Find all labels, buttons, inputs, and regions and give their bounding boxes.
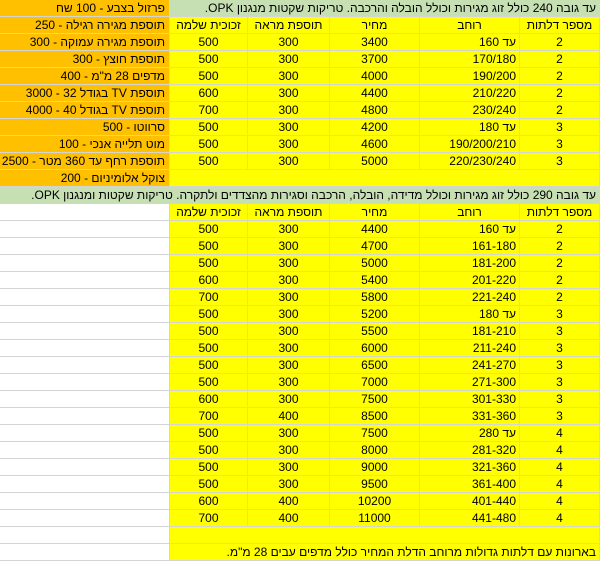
section2-table-row xyxy=(0,442,600,459)
section2-blank-cell[interactable] xyxy=(0,340,170,357)
section1-cell[interactable]: 600 xyxy=(170,85,248,102)
section2-footer[interactable]: בארונות עם דלתות גדולות מרוחב הדלת המחיר כולל מדפים עבים 28 מ"מ. xyxy=(170,544,600,561)
section1-cell[interactable]: 220/230/240 xyxy=(420,153,520,170)
section1-cell[interactable]: 4200 xyxy=(330,119,420,136)
section2-cell[interactable]: 300 xyxy=(248,425,330,442)
section2-cell[interactable]: 300 xyxy=(248,323,330,340)
section1-cell[interactable]: 300 xyxy=(248,119,330,136)
section2-blank-cell[interactable] xyxy=(0,544,170,561)
section2-blank-cell[interactable] xyxy=(0,374,170,391)
section1-header-1[interactable]: רוחב xyxy=(420,17,520,34)
section2-spacer-row xyxy=(0,527,600,544)
section1-header-2[interactable]: מחיר xyxy=(330,17,420,34)
side-note-3[interactable]: תוספת חוצץ - 300 xyxy=(0,51,170,68)
section2-cell[interactable]: 3 xyxy=(520,340,600,357)
section1-title-row xyxy=(0,0,600,17)
section2-cell[interactable]: 9500 xyxy=(330,476,420,493)
section1-cell[interactable]: 3700 xyxy=(330,51,420,68)
section2-cell[interactable]: 5500 xyxy=(330,323,420,340)
section2-cell[interactable]: 300 xyxy=(248,476,330,493)
section1-cell[interactable]: 500 xyxy=(170,51,248,68)
section1-extra-row xyxy=(0,170,600,187)
section2-cell[interactable]: 500 xyxy=(170,459,248,476)
section2-blank-cell[interactable] xyxy=(0,306,170,323)
section2-table-row xyxy=(0,306,600,323)
section2-blank-cell[interactable] xyxy=(0,476,170,493)
section1-table-row xyxy=(0,136,600,153)
section2-cell[interactable]: 4 xyxy=(520,476,600,493)
section2-table-row xyxy=(0,510,600,527)
section2-cell[interactable]: 500 xyxy=(170,221,248,238)
section2-cell[interactable]: 300 xyxy=(248,272,330,289)
section2-header-3[interactable]: תוספת מראה xyxy=(248,204,330,221)
section2-cell[interactable]: 8000 xyxy=(330,442,420,459)
section2-cell[interactable]: 700 xyxy=(170,510,248,527)
section2-cell[interactable]: 361-400 xyxy=(420,476,520,493)
section2-cell[interactable]: 2 xyxy=(520,289,600,306)
section1-title[interactable]: עד גובה 240 כולל זוג מגירות וכולל הובלה והרכבה. טריקות שקטות מנגנון OPK. xyxy=(170,0,600,17)
section2-blank-cell[interactable] xyxy=(0,221,170,238)
section2-cell[interactable]: 300 xyxy=(248,357,330,374)
section2-blank-cell[interactable] xyxy=(0,255,170,272)
section2-cell[interactable]: עד 180 xyxy=(420,306,520,323)
section1-empty-cell[interactable] xyxy=(170,170,600,187)
side-note-4[interactable]: מדפים 28 מ"מ - 400 xyxy=(0,68,170,85)
section2-table-row xyxy=(0,391,600,408)
section1-cell[interactable]: 4600 xyxy=(330,136,420,153)
section1-cell[interactable]: 500 xyxy=(170,153,248,170)
section2-cell[interactable]: 4400 xyxy=(330,221,420,238)
section1-cell[interactable]: 300 xyxy=(248,34,330,51)
section2-cell[interactable]: 500 xyxy=(170,357,248,374)
section2-cell[interactable]: 401-440 xyxy=(420,493,520,510)
side-note-7[interactable]: סרווטו - 500 xyxy=(0,119,170,136)
section2-cell[interactable]: 4 xyxy=(520,510,600,527)
section1-cell[interactable]: עד 180 xyxy=(420,119,520,136)
section2-cell[interactable]: 4 xyxy=(520,442,600,459)
section1-table-row xyxy=(0,153,600,170)
section2-cell[interactable]: 500 xyxy=(170,425,248,442)
section1-cell[interactable]: 5000 xyxy=(330,153,420,170)
section2-cell[interactable]: 9000 xyxy=(330,459,420,476)
section2-header-1[interactable]: רוחב xyxy=(420,204,520,221)
section1-table-row xyxy=(0,68,600,85)
section2-cell[interactable]: 3 xyxy=(520,374,600,391)
section2-cell[interactable]: 600 xyxy=(170,493,248,510)
section2-cell[interactable]: 3 xyxy=(520,391,600,408)
section2-cell[interactable]: 7500 xyxy=(330,425,420,442)
section2-cell[interactable]: 6000 xyxy=(330,340,420,357)
section2-cell[interactable]: 2 xyxy=(520,255,600,272)
section2-cell[interactable]: 441-480 xyxy=(420,510,520,527)
section2-blank-cell[interactable] xyxy=(0,238,170,255)
section2-table-row xyxy=(0,374,600,391)
section2-cell[interactable]: 600 xyxy=(170,272,248,289)
section1-cell[interactable]: 4400 xyxy=(330,85,420,102)
section2-table-row xyxy=(0,408,600,425)
section1-cell[interactable]: 2 xyxy=(520,85,600,102)
section2-cell[interactable]: 11000 xyxy=(330,510,420,527)
section2-cell[interactable]: 321-360 xyxy=(420,459,520,476)
section2-cell[interactable]: עד 280 xyxy=(420,425,520,442)
section1-cell[interactable]: 190/200 xyxy=(420,68,520,85)
section1-cell[interactable]: 3 xyxy=(520,153,600,170)
section2-blank-cell[interactable] xyxy=(0,408,170,425)
section2-blank-cell[interactable] xyxy=(0,442,170,459)
section1-cell[interactable]: 300 xyxy=(248,68,330,85)
section2-cell[interactable]: 4700 xyxy=(330,238,420,255)
section2-table-row xyxy=(0,476,600,493)
section1-cell[interactable]: 2 xyxy=(520,68,600,85)
section2-cell[interactable]: 221-240 xyxy=(420,289,520,306)
section1-table-row xyxy=(0,119,600,136)
section2-cell[interactable]: 300 xyxy=(248,442,330,459)
section2-cell[interactable]: 3 xyxy=(520,323,600,340)
section2-cell[interactable]: 281-320 xyxy=(420,442,520,459)
section2-cell[interactable]: 5200 xyxy=(330,306,420,323)
section2-title-row xyxy=(0,187,600,204)
section2-cell[interactable]: 2 xyxy=(520,272,600,289)
section2-cell[interactable]: 500 xyxy=(170,323,248,340)
section2-header-4[interactable]: זכוכית שלמה xyxy=(170,204,248,221)
section2-cell[interactable]: עד 160 xyxy=(420,221,520,238)
section2-table-row xyxy=(0,425,600,442)
section2-cell[interactable]: 400 xyxy=(248,408,330,425)
section1-header-4[interactable]: זכוכית שלמה xyxy=(170,17,248,34)
section1-table-row xyxy=(0,51,600,68)
section2-cell[interactable]: 181-200 xyxy=(420,255,520,272)
section2-blank-cell[interactable] xyxy=(0,323,170,340)
section2-blank-cell[interactable] xyxy=(0,510,170,527)
section2-cell[interactable]: 7000 xyxy=(330,374,420,391)
section1-table-row xyxy=(0,102,600,119)
side-note-2[interactable]: תוספת מגירה עמוקה - 300 xyxy=(0,34,170,51)
section2-cell[interactable]: 3 xyxy=(520,408,600,425)
section2-table-row xyxy=(0,255,600,272)
section2-cell[interactable]: 300 xyxy=(248,340,330,357)
section2-table-row xyxy=(0,289,600,306)
section2-table-row xyxy=(0,357,600,374)
section2-blank-cell[interactable] xyxy=(0,425,170,442)
section2-cell[interactable]: 400 xyxy=(248,493,330,510)
section2-cell[interactable]: 181-210 xyxy=(420,323,520,340)
section1-cell[interactable]: 230/240 xyxy=(420,102,520,119)
section1-cell[interactable]: 210/220 xyxy=(420,85,520,102)
section2-cell[interactable]: 4 xyxy=(520,493,600,510)
section1-header-0[interactable]: מספר דלתות xyxy=(520,17,600,34)
section2-footer-row xyxy=(0,544,600,561)
section1-cell[interactable]: עד 160 xyxy=(420,34,520,51)
section1-cell[interactable]: 3 xyxy=(520,136,600,153)
section2-table-row xyxy=(0,323,600,340)
section2-cell[interactable]: 2 xyxy=(520,238,600,255)
section2-cell[interactable]: 300 xyxy=(248,238,330,255)
section2-cell[interactable]: 500 xyxy=(170,340,248,357)
section2-blank-cell[interactable] xyxy=(0,272,170,289)
section2-cell[interactable]: 5400 xyxy=(330,272,420,289)
section2-cell[interactable]: 5800 xyxy=(330,289,420,306)
section2-cell[interactable]: 700 xyxy=(170,289,248,306)
section2-cell[interactable]: 700 xyxy=(170,408,248,425)
section2-cell[interactable]: 500 xyxy=(170,255,248,272)
section1-cell[interactable]: 500 xyxy=(170,34,248,51)
section2-blank-cell[interactable] xyxy=(0,459,170,476)
side-note-0[interactable]: פרזול בצבע - 100 שח xyxy=(0,0,170,17)
section2-cell[interactable]: 300 xyxy=(248,306,330,323)
section2-cell[interactable]: 161-180 xyxy=(420,238,520,255)
section2-cell[interactable]: 500 xyxy=(170,238,248,255)
section2-cell[interactable]: 300 xyxy=(248,289,330,306)
section2-cell[interactable]: 300 xyxy=(248,391,330,408)
section2-cell[interactable]: 3 xyxy=(520,306,600,323)
section1-cell[interactable]: 300 xyxy=(248,85,330,102)
section1-cell[interactable]: 300 xyxy=(248,51,330,68)
section2-cell[interactable]: 301-330 xyxy=(420,391,520,408)
section2-table-row xyxy=(0,272,600,289)
side-note-6[interactable]: תוספת TV בגודל 40 - 4000 xyxy=(0,102,170,119)
section1-cell[interactable]: 4800 xyxy=(330,102,420,119)
section2-table-row xyxy=(0,493,600,510)
section2-header-row xyxy=(0,204,600,221)
section2-table-row xyxy=(0,221,600,238)
section2-table-row xyxy=(0,238,600,255)
section2-cell[interactable]: 500 xyxy=(170,476,248,493)
section2-cell[interactable]: 500 xyxy=(170,442,248,459)
section1-cell[interactable]: 300 xyxy=(248,102,330,119)
section1-header-row xyxy=(0,17,600,34)
section2-blank-cell[interactable] xyxy=(0,204,170,221)
section2-blank-cell[interactable] xyxy=(0,527,170,544)
section1-cell[interactable]: 500 xyxy=(170,68,248,85)
section1-header-3[interactable]: תוספת מראה xyxy=(248,17,330,34)
section1-cell[interactable]: 300 xyxy=(248,153,330,170)
side-note-5[interactable]: תוספת TV בגודל 32 - 3000 xyxy=(0,85,170,102)
section2-cell[interactable]: 300 xyxy=(248,459,330,476)
section2-cell[interactable]: 6500 xyxy=(330,357,420,374)
section2-blank-cell[interactable] xyxy=(0,289,170,306)
section2-cell[interactable]: 271-300 xyxy=(420,374,520,391)
section2-cell[interactable]: 8500 xyxy=(330,408,420,425)
section2-blank-cell[interactable] xyxy=(0,391,170,408)
section1-cell[interactable]: 700 xyxy=(170,102,248,119)
side-note-8[interactable]: מוט תלייה אנכי - 100 xyxy=(0,136,170,153)
section2-cell[interactable]: 600 xyxy=(170,391,248,408)
section2-cell[interactable]: 300 xyxy=(248,255,330,272)
section1-cell[interactable]: 4000 xyxy=(330,68,420,85)
section2-cell[interactable]: 10200 xyxy=(330,493,420,510)
section1-table-row xyxy=(0,85,600,102)
section2-cell[interactable]: 7500 xyxy=(330,391,420,408)
section2-title[interactable]: עד גובה 290 כולל זוג מגירות וכולל מדידה, הובלה, הרכבה וסגירות מהצדדים ולתקרה. טריקות שקטות ומנגנון OPK. xyxy=(0,187,600,204)
section1-cell[interactable]: 500 xyxy=(170,136,248,153)
section2-blank-cell[interactable] xyxy=(0,493,170,510)
section2-header-2[interactable]: מחיר xyxy=(330,204,420,221)
section1-cell[interactable]: 3400 xyxy=(330,34,420,51)
section2-cell[interactable]: 500 xyxy=(170,306,248,323)
side-note-9[interactable]: תוספת רחף עד 360 מטר - 2500 xyxy=(0,153,170,170)
section2-header-0[interactable]: מספר דלתות xyxy=(520,204,600,221)
section2-cell[interactable]: 241-270 xyxy=(420,357,520,374)
section2-cell[interactable]: 300 xyxy=(248,221,330,238)
section1-cell[interactable]: 3 xyxy=(520,119,600,136)
section2-cell[interactable]: 400 xyxy=(248,510,330,527)
section2-blank-cell[interactable] xyxy=(0,357,170,374)
section1-cell[interactable]: 2 xyxy=(520,34,600,51)
side-note-1[interactable]: תוספת מגירה רגילה - 250 xyxy=(0,17,170,34)
section1-cell[interactable]: 2 xyxy=(520,51,600,68)
section2-cell[interactable]: 4 xyxy=(520,425,600,442)
section2-cell[interactable]: 4 xyxy=(520,459,600,476)
section2-cell[interactable]: 300 xyxy=(248,374,330,391)
section2-cell[interactable]: 201-220 xyxy=(420,272,520,289)
section2-table-row xyxy=(0,340,600,357)
section2-cell[interactable]: 5000 xyxy=(330,255,420,272)
section2-cell[interactable]: 3 xyxy=(520,357,600,374)
section2-cell[interactable]: 211-240 xyxy=(420,340,520,357)
side-note-10[interactable]: צוקל אלומיניום - 200 xyxy=(0,170,170,187)
section1-table-row xyxy=(0,34,600,51)
section1-cell[interactable]: 2 xyxy=(520,102,600,119)
section1-cell[interactable]: 500 xyxy=(170,119,248,136)
section2-cell[interactable]: 2 xyxy=(520,221,600,238)
section2-empty-cell[interactable] xyxy=(170,527,600,544)
section1-cell[interactable]: 170/180 xyxy=(420,51,520,68)
section1-cell[interactable]: 300 xyxy=(248,136,330,153)
section2-table-row xyxy=(0,459,600,476)
section1-cell[interactable]: 190/200/210 xyxy=(420,136,520,153)
section2-cell[interactable]: 331-360 xyxy=(420,408,520,425)
section2-cell[interactable]: 500 xyxy=(170,374,248,391)
